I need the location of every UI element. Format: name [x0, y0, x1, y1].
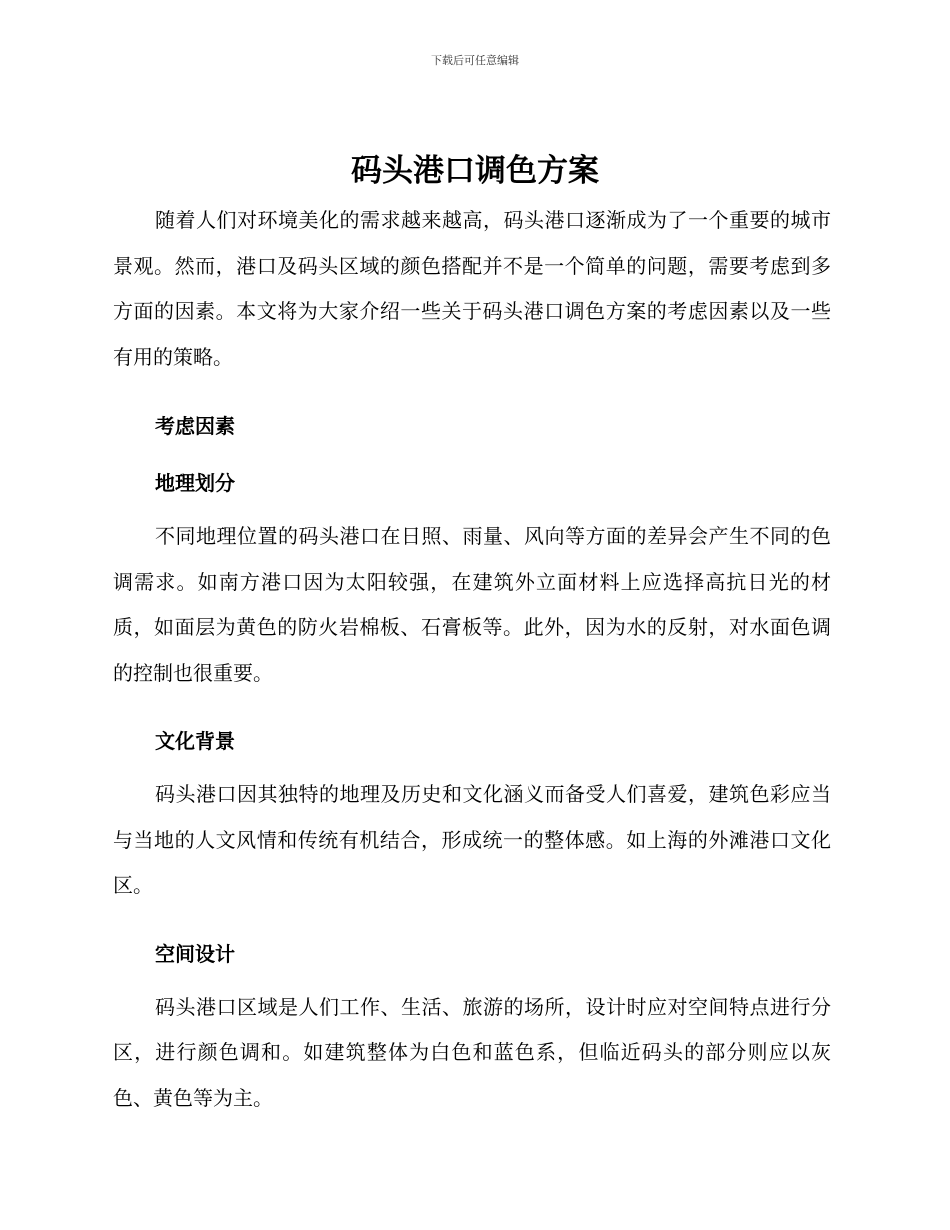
document-body — [113, 198, 831, 1121]
spacer — [113, 696, 831, 728]
spacer — [113, 439, 831, 470]
subsection-paragraph-geography: 不同地理位置的码头港口在日照、雨量、风向等方面的差异会产生不同的色调需求。如南方港口因为太阳较强，在建筑外立面材料上应选择高抗日光的材质，如面层为黄色的防火岩棉板、石膏板等。此外，因为水的反射，对水面色调的控制也很重要。 — [113, 524, 831, 685]
subsection-heading-space-design: 空间设计 — [155, 941, 235, 966]
subsection-paragraph-space-design: 码头港口区域是人们工作、生活、旅游的场所，设计时应对空间特点进行分区，进行颜色调和。如建筑整体为白色和蓝色系，但临近码头的部分则应以灰色、黄色等为主。 — [113, 994, 831, 1110]
spacer — [113, 967, 831, 985]
subsection-heading-culture: 文化背景 — [155, 729, 235, 753]
section-heading-factors: 考虑因素 — [155, 414, 235, 438]
document-title: 码头港口调色方案 — [351, 153, 599, 189]
intro-paragraph: 随着人们对环境美化的需求越来越高，码头港口逐渐成为了一个重要的城市景观。然而，港口及码头区域的颜色搭配并不是一个简单的问题，需要考虑到多方面的因素。本文将为大家介绍一些关于码头港口调色方案的考虑因素以及一些有用的策略。 — [113, 208, 831, 369]
spacer — [113, 909, 831, 941]
subsection-heading-geography: 地理划分 — [155, 471, 235, 495]
subsection-paragraph-culture: 码头港口因其独特的地理及历史和文化涵义而备受人们喜爱，建筑色彩应当与当地的人文风情和传统有机结合，形成统一的整体感。如上海的外滩港口文化区。 — [113, 782, 831, 897]
spacer — [113, 754, 831, 772]
page-header-note: 下载后可任意编辑 — [431, 54, 519, 67]
spacer — [113, 496, 831, 514]
spacer — [113, 380, 831, 413]
